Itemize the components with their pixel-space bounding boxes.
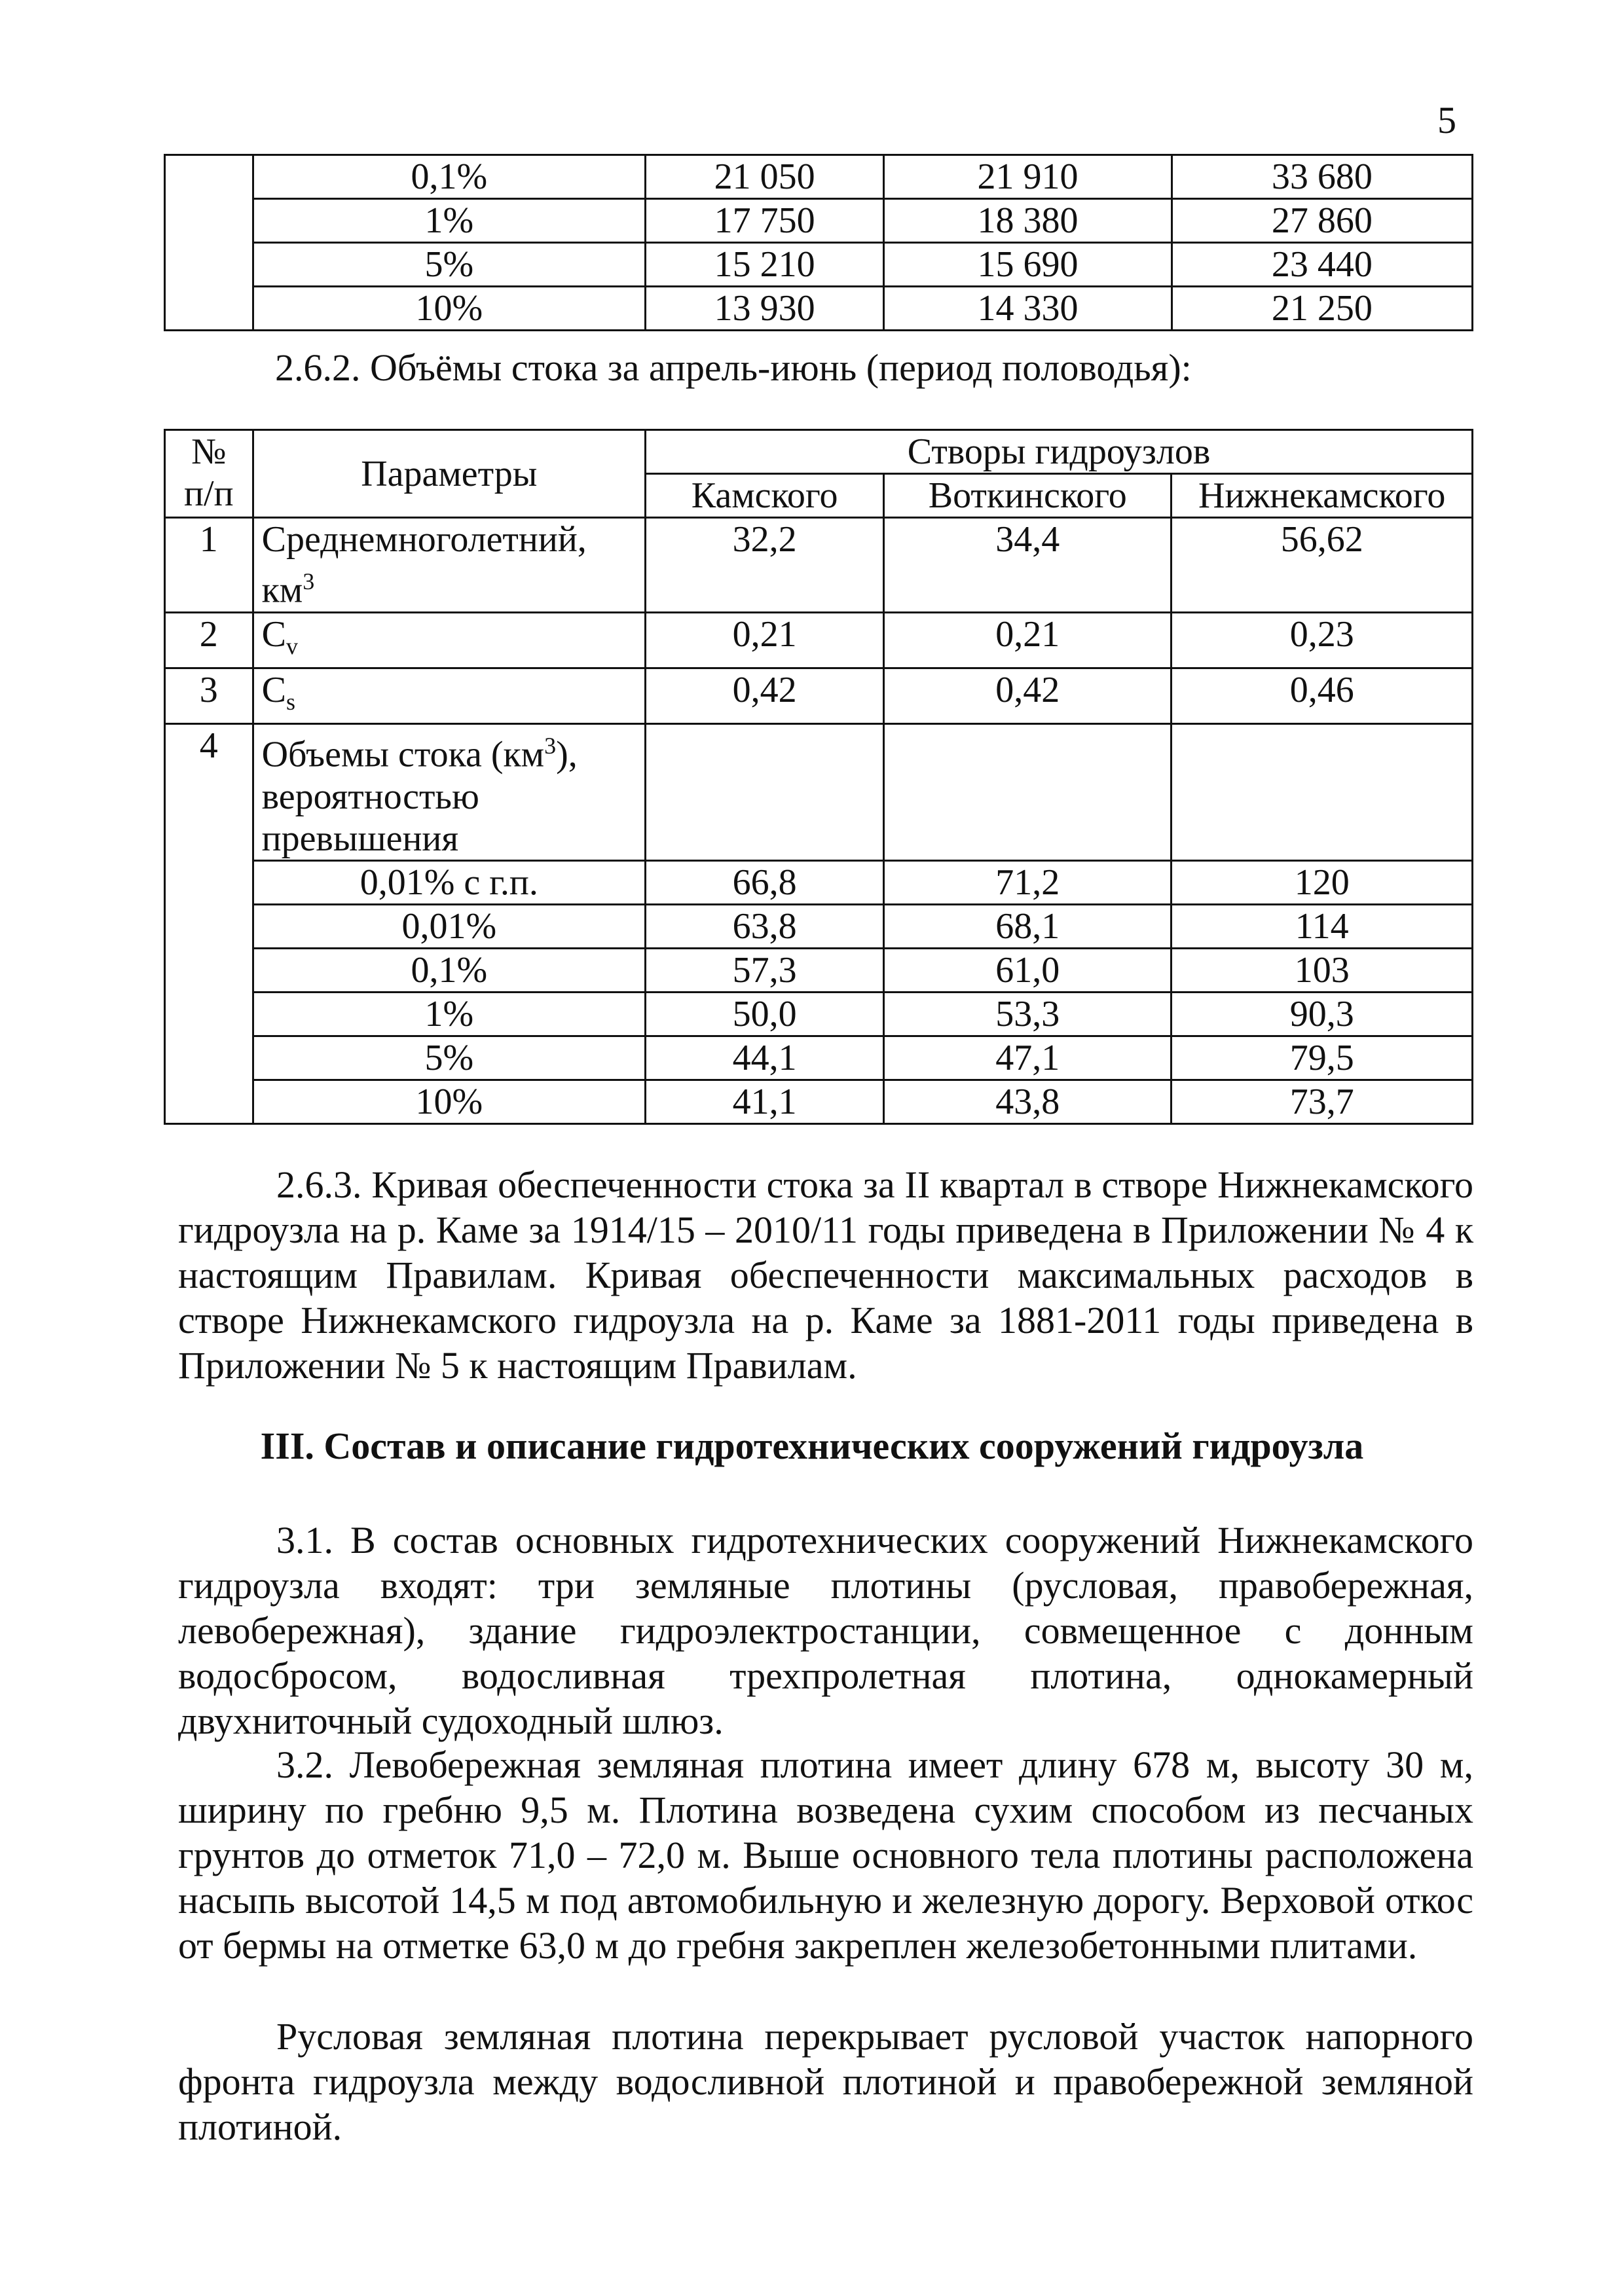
votkinsk-value: 0,42 <box>884 668 1172 723</box>
probability-cell: 0,1% <box>253 155 645 199</box>
row-number: 3 <box>165 668 253 723</box>
votkinsk-value: 68,1 <box>884 904 1172 948</box>
table-row <box>165 243 1473 287</box>
kama-value: 50,0 <box>646 992 884 1036</box>
page-number: 5 <box>1437 99 1456 141</box>
votkinsk-value: 61,0 <box>884 948 1172 992</box>
kama-value: 32,2 <box>646 518 884 613</box>
parameter-cell: $C_s$ <box>253 668 645 723</box>
probability-cell: 5% <box>253 243 645 287</box>
probability-cell: 5% <box>253 1036 645 1080</box>
discharge-table-continuation <box>164 154 1473 331</box>
header-group: Створы гидроузлов <box>646 430 1473 474</box>
row-number: 2 <box>165 612 253 668</box>
nizhnekamsk-value: 0,23 <box>1172 612 1473 668</box>
paragraph-2-6-3: 2.6.3. Кривая обеспеченности стока за II квартал в створе Нижнекамского гидроузла на р. Каме за 1914/15 – 2010/11 годы приведена в Приложении № 4 к настоящим Правилам. Кривая обеспеченности максимальных расходов в створе Нижнекамского гидроузла на р. Каме за 1881-2011 годы приведена в Приложении № 5 к настоящим Правилам. <box>178 1163 1473 1387</box>
empty-cell <box>884 724 1172 861</box>
votkinsk-value: 34,4 <box>884 518 1172 613</box>
probability-cell: 10% <box>253 1080 645 1123</box>
table-row <box>165 518 1473 613</box>
probability-cell: 0,1% <box>253 948 645 992</box>
parameter-cell: Среднемноголетний, $км^3$ <box>253 518 645 613</box>
nizhnekamsk-value: 90,3 <box>1172 992 1473 1036</box>
table-row <box>165 155 1473 199</box>
votkinsk-value: 15 690 <box>884 243 1172 287</box>
table-row <box>165 948 1473 992</box>
table-row <box>165 287 1473 331</box>
nizhnekamsk-value: 33 680 <box>1172 155 1472 199</box>
votkinsk-value: 43,8 <box>884 1080 1172 1123</box>
section-caption-2-6-2: 2.6.2. Объёмы стока за апрель-июнь (период половодья): <box>275 346 1192 389</box>
paragraph-channel-dam: Русловая земляная плотина перекрывает русловой участок напорного фронта гидроузла между водосливной плотиной и правобережной земляной плотиной. <box>178 2015 1473 2148</box>
kama-value: 57,3 <box>646 948 884 992</box>
probability-cell: 1% <box>253 992 645 1036</box>
header-kama: Камского <box>646 474 884 518</box>
table-row <box>165 724 1473 861</box>
nizhnekamsk-value: 0,46 <box>1172 668 1473 723</box>
probability-cell: 0,01% с г.п. <box>253 860 645 904</box>
probability-cell: 10% <box>253 287 645 331</box>
nizhnekamsk-value: 27 860 <box>1172 199 1472 243</box>
votkinsk-value: 0,21 <box>884 612 1172 668</box>
table-row <box>165 904 1473 948</box>
nizhnekamsk-value: 56,62 <box>1172 518 1473 613</box>
row-number: 4 <box>165 724 253 1124</box>
kama-value: 13 930 <box>645 287 883 331</box>
nizhnekamsk-value: 120 <box>1172 860 1473 904</box>
table-row <box>165 860 1473 904</box>
votkinsk-value: 53,3 <box>884 992 1172 1036</box>
kama-value: 44,1 <box>646 1036 884 1080</box>
header-parameters: Параметры <box>253 430 645 518</box>
table-row <box>165 668 1473 723</box>
kama-value: 17 750 <box>645 199 883 243</box>
kama-value: 66,8 <box>646 860 884 904</box>
runoff-volume-table <box>164 429 1473 1125</box>
kama-value: 63,8 <box>646 904 884 948</box>
parameter-cell: $C_v$ <box>253 612 645 668</box>
kama-value: 0,21 <box>646 612 884 668</box>
nizhnekamsk-value: 73,7 <box>1172 1080 1473 1123</box>
header-nizhnekamsk: Нижнекамского <box>1172 474 1473 518</box>
votkinsk-value: 18 380 <box>884 199 1172 243</box>
kama-value: 15 210 <box>645 243 883 287</box>
probability-cell: 1% <box>253 199 645 243</box>
header-number: № п/п <box>165 430 253 518</box>
table-row <box>165 612 1473 668</box>
nizhnekamsk-value: 23 440 <box>1172 243 1472 287</box>
paragraph-3-1: 3.1. В состав основных гидротехнических сооружений Нижнекамского гидроузла входят: три земляные плотины (русловая, правобережная, левобережная), здание гидроэлектростанции, совмещенное с донным водосбросом, водосливная трехпролетная плотина, однокамерный двухниточный судоходный шлюз. <box>178 1519 1473 1742</box>
nizhnekamsk-value: 114 <box>1172 904 1473 948</box>
nizhnekamsk-value: 21 250 <box>1172 287 1472 331</box>
empty-cell <box>646 724 884 861</box>
table-row <box>165 199 1473 243</box>
header-row <box>165 430 1473 474</box>
row-number: 1 <box>165 518 253 613</box>
votkinsk-value: 21 910 <box>884 155 1172 199</box>
table-row <box>165 1036 1473 1080</box>
table-row <box>165 1080 1473 1123</box>
empty-cell <box>1172 724 1473 861</box>
parameter-cell: Объемы стока $(км^3)$, вероятностью превышения <box>253 724 645 861</box>
nizhnekamsk-value: 103 <box>1172 948 1473 992</box>
kama-value: 41,1 <box>646 1080 884 1123</box>
paragraph-3-2: 3.2. Левобережная земляная плотина имеет длину 678 м, высоту 30 м, ширину по гребню 9,5 м. Плотина возведена сухим способом из песчаных грунтов до отметок 71,0 – 72,0 м. Выше основного тела плотины расположена насыпь высотой 14,5 м под автомобильную и железную дорогу. Верховой откос от бермы на отметке 63,0 м до гребня закреплен железобетонными плитами. <box>178 1743 1473 1967</box>
kama-value: 21 050 <box>645 155 883 199</box>
section-heading-3: III. Состав и описание гидротехнических сооружений гидроузла <box>260 1425 1364 1467</box>
votkinsk-value: 47,1 <box>884 1036 1172 1080</box>
kama-value: 0,42 <box>646 668 884 723</box>
number-cell <box>165 155 253 331</box>
table-row <box>165 992 1473 1036</box>
probability-cell: 0,01% <box>253 904 645 948</box>
nizhnekamsk-value: 79,5 <box>1172 1036 1473 1080</box>
votkinsk-value: 14 330 <box>884 287 1172 331</box>
header-votkinsk: Воткинского <box>884 474 1172 518</box>
votkinsk-value: 71,2 <box>884 860 1172 904</box>
